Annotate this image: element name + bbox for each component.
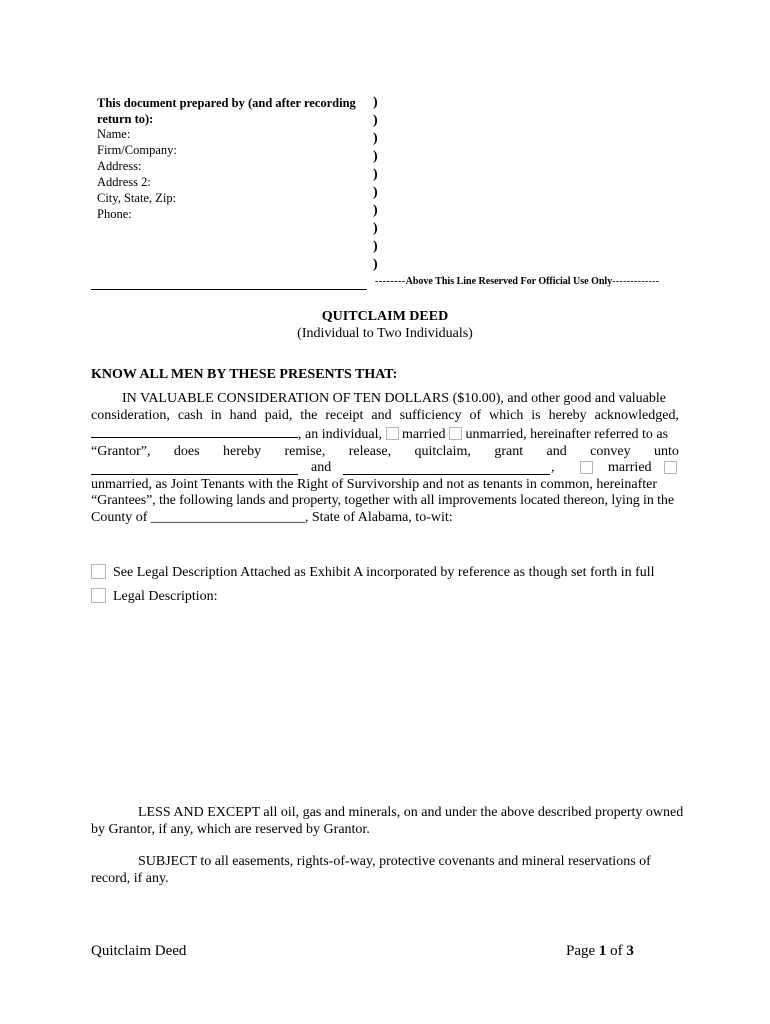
subject-to-paragraph [91, 854, 679, 887]
city-state-zip-field-label: City, State, Zip: [97, 191, 177, 205]
consideration-paragraph [91, 391, 679, 526]
footer-page-number [566, 943, 634, 960]
word: “Grantor”, [91, 443, 151, 459]
word: and [371, 407, 392, 423]
paren: ) [373, 257, 378, 272]
paren: ) [373, 239, 378, 254]
name-field-label: Name: [97, 127, 131, 141]
legal-description-option [91, 588, 218, 605]
paren: ) [373, 203, 378, 218]
grantee-2-name-blank[interactable] [343, 461, 550, 475]
document-title: QUITCLAIM DEED [321, 309, 449, 324]
word: sufficiency [399, 407, 462, 423]
word: convey [590, 443, 631, 459]
less-except-paragraph [91, 805, 684, 838]
recording-divider-line [91, 289, 367, 290]
footer-current-page: 1 [598, 943, 607, 959]
paren: ) [373, 221, 378, 236]
footer-of-word: of [610, 943, 623, 959]
word: does [173, 443, 200, 459]
less-except-line-1: LESS AND EXCEPT all oil, gas and minerals, on and under the above described property owned [138, 805, 684, 820]
grantees-comma: , [551, 460, 555, 475]
intro-heading: KNOW ALL MEN BY THESE PRESENTS THAT: [91, 367, 398, 382]
official-use-text: Above This Line Reserved For Official Use Only [405, 276, 613, 287]
paren: ) [373, 167, 378, 182]
subject-to-line-2: record, if any. [91, 870, 169, 886]
exhibit-option [91, 564, 655, 581]
convey-line [91, 444, 679, 461]
word: of [469, 407, 482, 423]
grantees-married-label: married [608, 460, 652, 475]
official-use-trail-dashes: ------------- [612, 276, 660, 287]
paren: ) [373, 113, 378, 128]
footer-document-name: Quitclaim Deed [91, 943, 187, 959]
grantor-unmarried-checkbox[interactable] [449, 427, 462, 440]
word: paid, [264, 407, 293, 423]
prepared-by-heading: This document prepared by (and after recording [97, 96, 356, 110]
grantor-name-blank[interactable] [91, 424, 298, 438]
word: cash [177, 407, 203, 423]
consideration-line-2 [91, 408, 679, 425]
word: which [489, 407, 524, 423]
firm-field-label: Firm/Company: [97, 143, 177, 157]
word: consideration, [91, 407, 170, 423]
word: hereby [222, 443, 262, 459]
paren: ) [373, 95, 378, 110]
word: acknowledged, [594, 407, 679, 423]
grantor-unmarried-label: unmarried, hereinafter referred to as [465, 427, 669, 442]
address-field-label: Address: [97, 159, 142, 173]
grantor-married-label: married [402, 427, 446, 442]
grantor-line [91, 424, 679, 444]
paren: ) [373, 185, 378, 200]
word: the [300, 407, 318, 423]
word: is [531, 407, 541, 423]
grantees-and-text: and [311, 460, 332, 475]
paren: ) [373, 149, 378, 164]
grantees-property-line: “Grantees”, the following lands and property, together with all improvements located thereon, lying in the [91, 493, 674, 508]
document-subtitle: (Individual to Two Individuals) [297, 326, 473, 341]
grantor-married-checkbox[interactable] [386, 427, 399, 440]
grantee-1-name-blank[interactable] [91, 461, 298, 475]
return-to-heading: return to): [97, 112, 154, 126]
subject-to-line-1: SUBJECT to all easements, rights-of-way, protective covenants and mineral reservations of [138, 854, 651, 869]
legal-description-checkbox[interactable] [91, 588, 106, 603]
footer-page-word: Page [566, 943, 596, 959]
an-individual-text: , an individual, [298, 427, 382, 442]
word: grant [494, 443, 524, 459]
official-use-notice [375, 276, 659, 287]
word: hereby [548, 407, 587, 423]
exhibit-option-label: See Legal Description Attached as Exhibit A incorporated by reference as though set forth in full [113, 565, 655, 580]
word: remise, [284, 443, 326, 459]
grantees-unmarried-checkbox[interactable] [664, 461, 677, 474]
word: receipt [325, 407, 364, 423]
word: quitclaim, [414, 443, 471, 459]
footer-total-pages: 3 [626, 943, 634, 959]
county-line: County of ______________________, State of Alabama, to-wit: [91, 509, 453, 525]
word: in [210, 407, 222, 423]
joint-tenants-line: unmarried, as Joint Tenants with the Right of Survivorship and not as tenants in common, hereinafter [91, 476, 658, 492]
word: and [546, 443, 567, 459]
grantees-married-checkbox[interactable] [580, 461, 593, 474]
legal-description-label: Legal Description: [113, 589, 218, 604]
less-except-line-2: by Grantor, if any, which are reserved by Grantor. [91, 821, 370, 837]
official-use-lead-dashes: -------- [375, 276, 406, 287]
phone-field-label: Phone: [97, 207, 132, 221]
grantees-line [91, 460, 679, 477]
address2-field-label: Address 2: [97, 175, 151, 189]
exhibit-checkbox[interactable] [91, 564, 106, 579]
consideration-line-1: IN VALUABLE CONSIDERATION OF TEN DOLLARS ($10.00), and other good and valuable [122, 391, 667, 406]
word: release, [348, 443, 392, 459]
paren: ) [373, 131, 378, 146]
word: unto [654, 443, 679, 459]
word: hand [229, 407, 257, 423]
